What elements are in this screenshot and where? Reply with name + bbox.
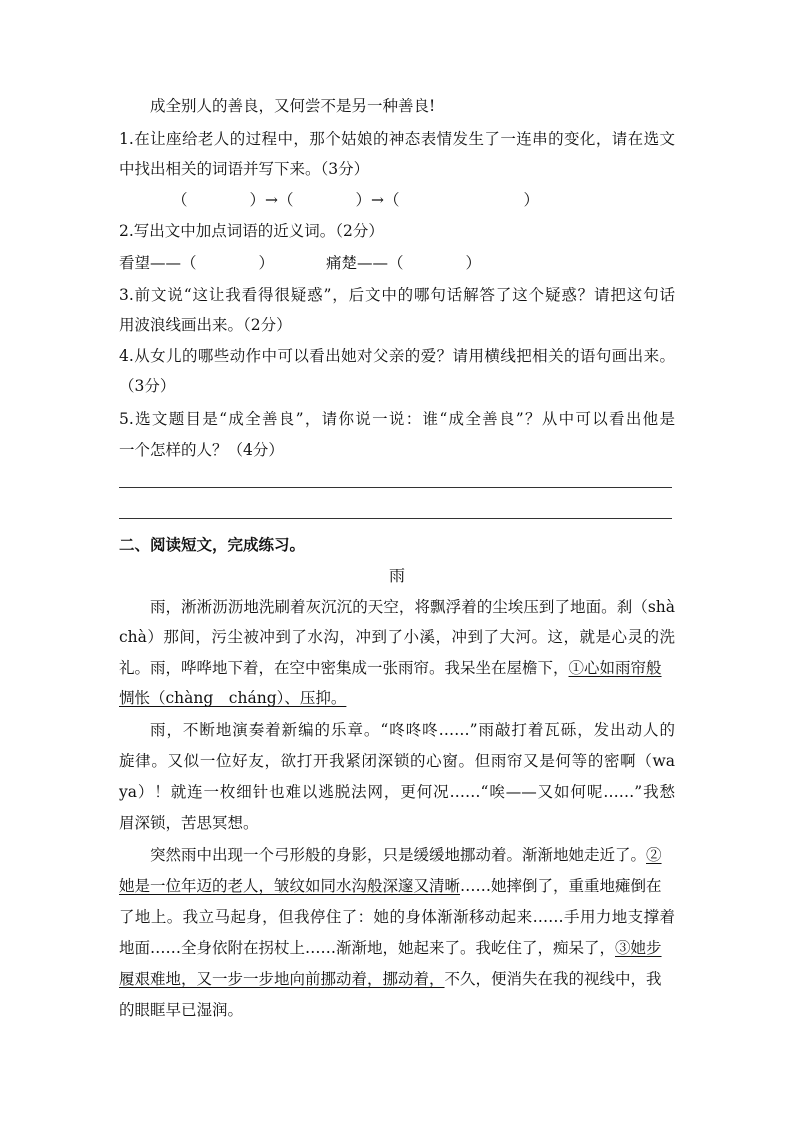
paragraph-2-line-4: 眉深锁，苦思冥想。 <box>119 814 259 832</box>
underlined-sentence-2-marker: ② <box>646 846 662 864</box>
paragraph-3-line-5 <box>119 969 675 989</box>
paragraph-3-line-4-text: 地面……全身依附在拐杖上……渐渐地，她起来了。我屹住了，痴呆了， <box>119 939 616 957</box>
paragraph-2-line-1: 雨，不断地演奏着新编的乐章。“咚咚咚……”雨敲打着瓦砾，发出动人的 <box>150 721 675 739</box>
paragraph-1-line-3-text: 礼。雨，哗哗地下着，在空中密集成一张雨帘。我呆坐在屋檐下， <box>119 659 569 677</box>
paragraph-2-line-3: ya）！就连一枚细针也难以逃脱法网，更何况……“唉——又如何呢……”我愁 <box>119 783 675 801</box>
underlined-sentence-1-end: 惆怅（chàng cháng）、压抑。 <box>119 689 347 707</box>
paragraph-3-line-3: 了地上。我立马起身，但我停住了：她的身体渐渐移动起来……手用力地支撑着 <box>119 908 675 926</box>
question-2-item-1[interactable]: 看望——（ ） <box>119 254 275 272</box>
question-3-line-2: 用波浪线画出来。（2分） <box>119 316 292 334</box>
paragraph-3-line-6: 的眼眶早已湿润。 <box>119 1001 244 1019</box>
question-1-answer-blanks[interactable]: （ ）→（ ）→（ ） <box>172 191 539 209</box>
paragraph-2-line-2: 旋律。又似一位好友，欲打开我紧闭深锁的心窗。但雨帘又是何等的密啊（wa <box>119 752 675 770</box>
paragraph-3-line-1 <box>150 845 675 865</box>
paragraph-3-line-4 <box>119 938 675 958</box>
underlined-sentence-2: 她是一位年迈的老人，皱纹如同水沟般深邃又清晰 <box>119 877 461 895</box>
paragraph-1-line-2: chà）那间，污尘被冲到了水沟，冲到了小溪，冲到了大河。这，就是心灵的洗 <box>119 628 675 646</box>
paragraph-1-line-4 <box>119 688 675 708</box>
paragraph-3-line-2 <box>119 876 675 896</box>
paragraph-1-line-1: 雨，淅淅沥沥地洗刷着灰沉沉的天空，将飘浮着的尘埃压到了地面。刹（shà <box>150 598 675 616</box>
question-4-line-2: （3分） <box>119 377 176 395</box>
question-3-line-1: 3.前文说“这让我看得很疑惑”，后文中的哪句话解答了这个疑惑？请把这句话 <box>119 286 675 304</box>
paragraph-3-line-1-text: 突然雨中出现一个弓形般的身影，只是缓缓地挪动着。渐渐地她走近了。 <box>150 846 647 864</box>
paragraph-3-line-5-text: 不久，便消失在我的视线中，我 <box>444 970 662 988</box>
question-4-line-1: 4.从女儿的哪些动作中可以看出她对父亲的爱？请用横线把相关的语句画出来。 <box>119 347 675 365</box>
question-2-item-2[interactable]: 痛楚——（ ） <box>326 254 482 272</box>
paragraph-1-line-3 <box>119 658 675 678</box>
section-2-heading: 二、阅读短文，完成练习。 <box>119 535 306 554</box>
passage-title: 雨 <box>388 566 405 585</box>
underlined-sentence-3-end: 履艰难地，又一步一步地向前挪动着，挪动着， <box>119 970 445 988</box>
question-5-line-1: 5.选文题目是“成全善良”，请你说一说：谁“成全善良”？从中可以看出他是 <box>119 410 675 428</box>
question-2: 2.写出文中加点词语的近义词。（2分） <box>119 222 384 240</box>
answer-line-1[interactable] <box>119 487 672 488</box>
passage-ending: 成全别人的善良，又何尝不是另一种善良! <box>150 97 436 115</box>
paragraph-3-line-2-text: ……她摔倒了，重重地瘫倒在 <box>460 877 662 895</box>
question-5-line-2: 一个怎样的人？（4分） <box>119 441 284 459</box>
underlined-sentence-3-start: ③她步 <box>615 939 662 957</box>
question-1-line-2: 中找出相关的词语并写下来。（3分） <box>119 160 370 178</box>
underlined-sentence-1-start: ①心如雨帘般 <box>568 659 662 677</box>
answer-line-2[interactable] <box>119 518 672 519</box>
question-1-line-1: 1.在让座给老人的过程中，那个姑娘的神态表情发生了一连串的变化，请在选文 <box>119 130 675 148</box>
